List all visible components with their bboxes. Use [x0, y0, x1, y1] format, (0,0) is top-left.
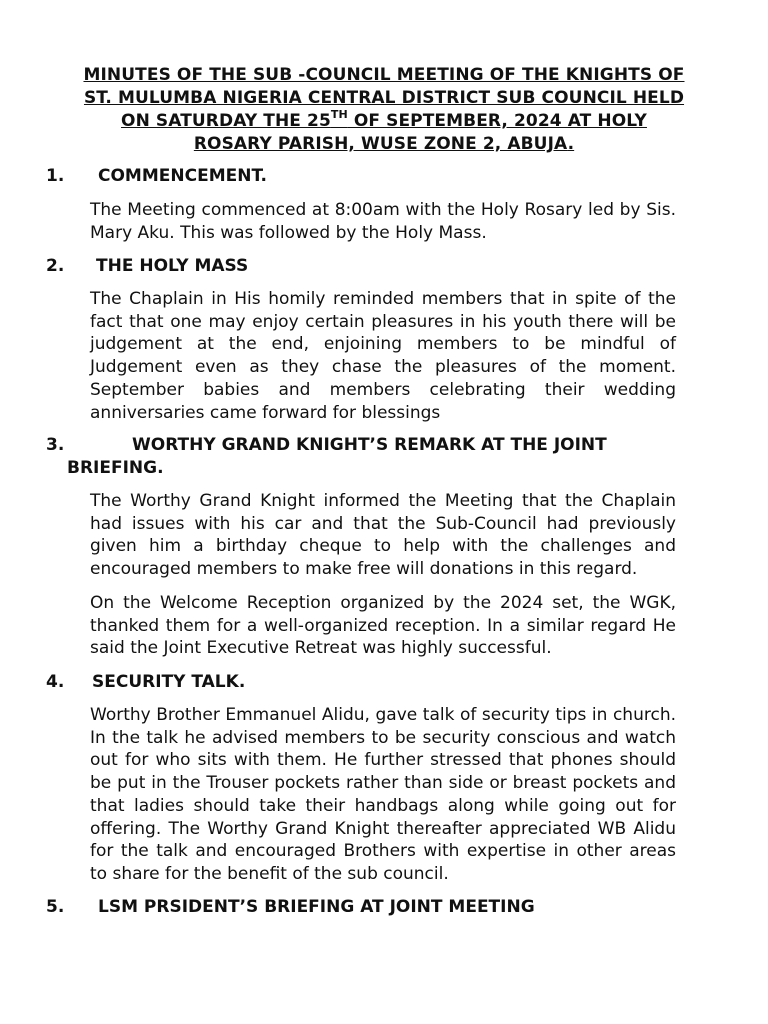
section-heading-text: THE HOLY MASS: [96, 256, 249, 276]
section-number: 5.: [46, 897, 65, 917]
section-heading-lsm-briefing: [46, 896, 676, 919]
section-heading-wgk-remark: [46, 434, 676, 480]
section-paragraph: The Meeting commenced at 8:00am with the Holy Rosary led by Sis. Mary Aku. This was followed by the Holy Mass.: [90, 200, 676, 243]
section-paragraph: The Chaplain in His homily reminded members that in spite of the fact that one may enjoy certain pleasures in his youth there will be judgement at the end, enjoining members to be mindful of Judgement even as they chase the pleasures of the moment. September babies and members celebrating their wedding anniversaries came forward for blessings: [90, 289, 676, 423]
section-paragraph: The Worthy Grand Knight informed the Meeting that the Chaplain had issues with his car and that the Sub-Council had previously given him a birthday cheque to help with the challenges and encouraged members to make free will donations in this regard.: [90, 491, 676, 580]
title-text-a: MINUTES OF THE SUB -COUNCIL MEETING OF THE KNIGHTS OF ST. MULUMBA NIGERIA CENTRAL DISTRICT SUB COUNCIL HELD ON SATURDAY THE 25: [83, 65, 685, 131]
section-heading-commencement: [46, 165, 676, 188]
section-heading-text: COMMENCEMENT.: [98, 166, 267, 186]
section-heading-text: SECURITY TALK.: [92, 672, 246, 692]
section-number: 4.: [46, 672, 65, 692]
section-heading-text: WORTHY GRAND KNIGHT’S REMARK AT THE JOINT: [132, 435, 607, 455]
section-number: 1.: [46, 166, 65, 186]
section-number: 2.: [46, 256, 65, 276]
section-paragraph: Worthy Brother Emmanuel Alidu, gave talk of security tips in church. In the talk he advised members to be security conscious and watch out for who sits with them. He further stressed that phones should be put in the Trouser pockets rather than side or breast pockets and that ladies should take their handbags along while going out for offering. The Worthy Grand Knight thereafter appreciated WB Alidu for the talk and encouraged Brothers with expertise in other areas to share for the benefit of the sub council.: [90, 705, 676, 884]
title-trailing-period: .: [567, 134, 575, 154]
section-number: 3.: [46, 435, 65, 455]
title-text-b: OF SEPTEMBER, 2024 AT HOLY ROSARY PARISH, WUSE ZONE 2, ABUJA: [193, 111, 647, 154]
title-superscript: TH: [330, 108, 348, 122]
section-heading-text: LSM PRSIDENT’S BRIEFING AT JOINT MEETING: [98, 897, 535, 917]
section-heading-continuation: BRIEFING.: [67, 458, 164, 478]
section-heading-security-talk: [46, 671, 676, 694]
section-heading-holy-mass: [46, 255, 676, 278]
document-title: [80, 64, 688, 156]
section-paragraph: On the Welcome Reception organized by the 2024 set, the WGK, thanked them for a well-organized reception. In a similar regard He said the Joint Executive Retreat was highly successful.: [90, 593, 676, 659]
